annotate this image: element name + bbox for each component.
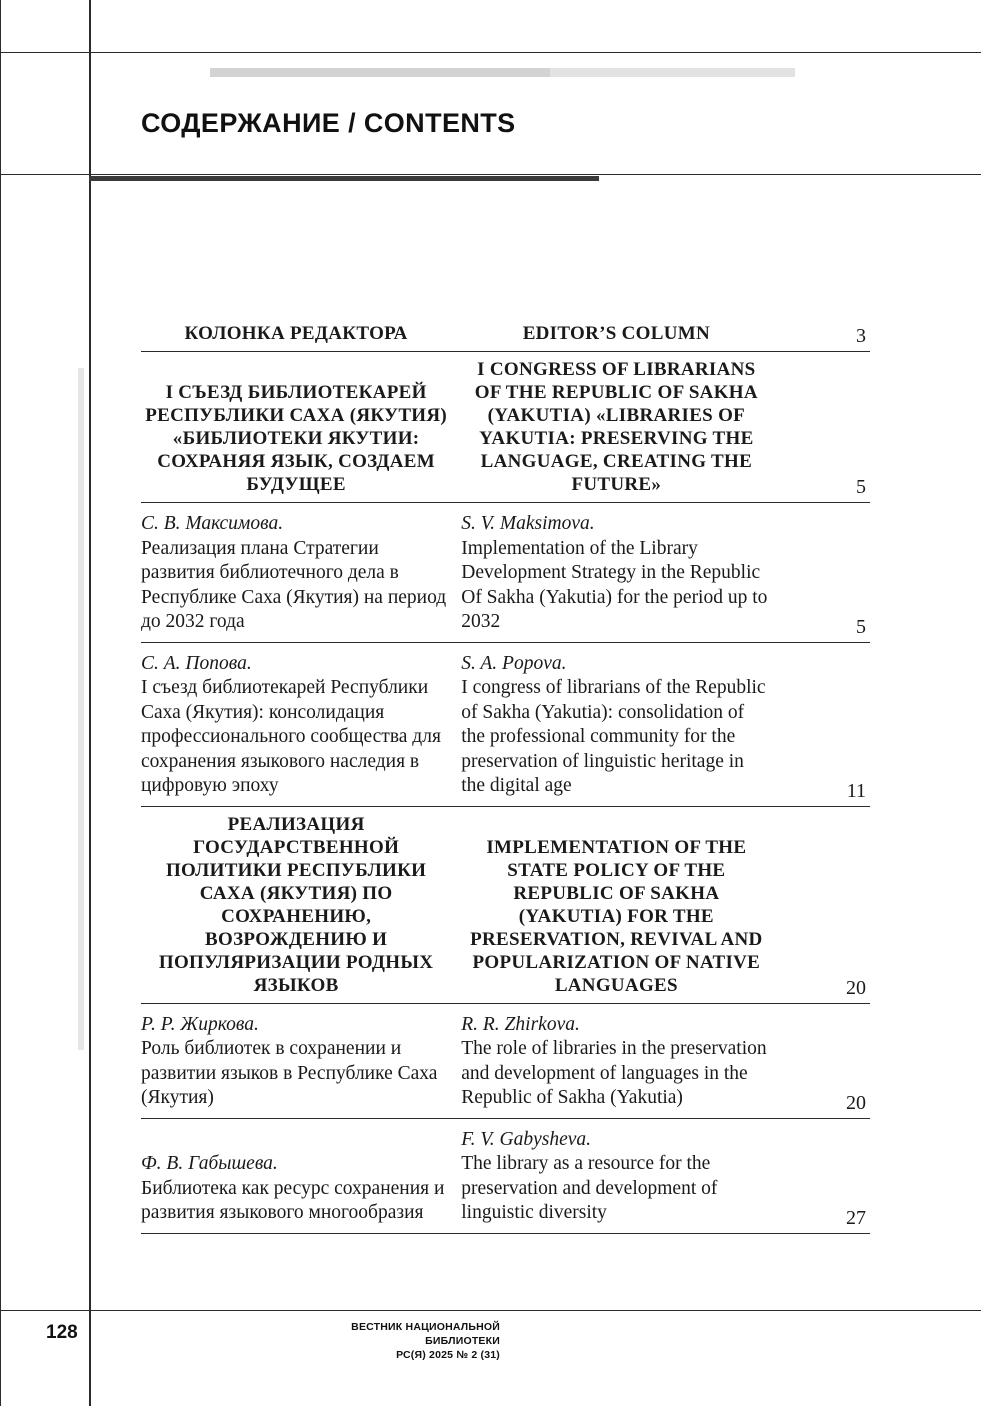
toc-entry-author-en: R. R. Zhirkova. [461, 1013, 580, 1035]
toc-entry-author-ru: С. А. Попова. [141, 652, 252, 674]
toc-entry-title-en: I congress of librarians of the Republic of Sakha (Yakutia): consolidation of the professional community for the preservation of linguistic heritage in the digital age [461, 677, 766, 796]
toc-entry-title-ru: Роль библиотек в сохранении и развитии языков в Республике Саха (Якутия) [141, 1038, 438, 1108]
toc-entry-author-ru: Ф. В. Габышева. [141, 1153, 278, 1174]
toc-entry-en [461, 1004, 781, 1116]
toc-section-row[interactable] [141, 807, 870, 1004]
toc-page-number: 3 [855, 325, 866, 347]
toc-entry-ru [141, 643, 461, 804]
toc-entry-title-ru: Реализация плана Стратегии развития библиотечного дела в Республике Саха (Якутия) на период до 2032 года [141, 537, 447, 632]
toc-entry-author-en: F. V. Gabysheva. [461, 1128, 592, 1150]
journal-imprint [141, 1320, 500, 1362]
page-title: СОДЕРЖАНИЕ / CONTENTS [141, 108, 516, 138]
side-marker [78, 368, 84, 1050]
toc-section-row[interactable] [141, 352, 870, 503]
frame-line-inner [89, 0, 91, 1406]
page-folio: 128 [46, 1322, 78, 1343]
toc-page-number: 20 [845, 1091, 866, 1114]
toc-page-number: 5 [855, 615, 866, 638]
toc-page-number: 20 [845, 976, 866, 999]
toc-entry-row[interactable] [141, 1004, 870, 1119]
toc-entry-author-ru: Р. Р. Жиркова. [141, 1013, 259, 1035]
title-underline-thick [89, 176, 599, 181]
toc-entry-title-en: The library as a resource for the preservation and development of linguistic diversity [461, 1153, 718, 1223]
toc-entry-en [461, 643, 781, 804]
toc-entry-row[interactable] [141, 1119, 870, 1234]
toc-entry-en [461, 503, 781, 640]
toc-entry-ru [141, 1004, 461, 1116]
toc-section-title-ru: КОЛОНКА РЕДАКТОРА [184, 323, 408, 344]
toc-entry-title-ru: I съезд библиотекарей Республики Саха (Якутия): консолидация профессионального сообщества для сохранения языкового наследия в цифровую эпоху [141, 677, 441, 796]
imprint-line-3: РС(Я) 2025 № 2 (31) [396, 1349, 500, 1361]
toc-entry-title-en: Implementation of the Library Development Strategy in the Republic Of Sakha (Yakutia) for the period up to 2032 [461, 537, 768, 632]
header-grey-bar-accent [210, 68, 550, 77]
frame-line-left [0, 0, 1, 1406]
frame-line-top [0, 52, 981, 53]
imprint-line-1: ВЕСТНИК НАЦИОНАЛЬНОЙ [351, 1321, 500, 1333]
toc-section-title-ru: I СЪЕЗД БИБЛИОТЕКАРЕЙ РЕСПУБЛИКИ САХА (ЯКУТИЯ) «БИБЛИОТЕКИ ЯКУТИИ: СОХРАНЯЯ ЯЗЫК, СОЗДАЕМ БУДУЩЕЕ [145, 382, 448, 495]
toc-page-number: 5 [855, 476, 866, 498]
toc-section-row[interactable] [141, 316, 870, 352]
toc-page-number: 11 [846, 779, 866, 802]
toc-entry-author-en: S. A. Popova. [461, 652, 567, 674]
toc-entry-en [461, 1119, 781, 1231]
toc-entry-ru [141, 1143, 461, 1231]
toc-entry-ru [141, 503, 461, 640]
toc-entry-row[interactable] [141, 643, 870, 807]
toc-entry-author-ru: С. В. Максимова. [141, 513, 284, 534]
frame-line-bottom [0, 1310, 981, 1311]
toc-page-number: 27 [845, 1206, 866, 1229]
toc-entry-title-en: The role of libraries in the preservation and development of languages in the Republic of Sakha (Yakutia) [461, 1038, 767, 1108]
toc-section-title-en: I CONGRESS OF LIBRARIANS OF THE REPUBLIC OF SAKHA (YAKUTIA) «LIBRARIES OF YAKUTIA: PRESERVING THE LANGUAGE, CREATING THE FUTURE» [474, 359, 758, 495]
toc-entry-row[interactable] [141, 503, 870, 643]
table-of-contents [141, 316, 870, 1234]
imprint-line-2: БИБЛИОТЕКИ [425, 1335, 500, 1347]
toc-entry-title-ru: Библиотека как ресурс сохранения и развития языкового многообразия [141, 1177, 445, 1223]
toc-section-title-en: EDITOR’S COLUMN [522, 323, 710, 344]
toc-entry-author-en: S. V. Maksimova. [461, 513, 595, 534]
title-underline [0, 174, 981, 175]
toc-section-title-ru: РЕАЛИЗАЦИЯ ГОСУДАРСТВЕННОЙ ПОЛИТИКИ РЕСПУБЛИКИ САХА (ЯКУТИЯ) ПО СОХРАНЕНИЮ, ВОЗРОЖДЕНИЮ И ПОПУЛЯРИЗАЦИИ РОДНЫХ ЯЗЫКОВ [158, 813, 434, 996]
toc-section-title-en: IMPLEMENTATION OF THE STATE POLICY OF THE REPUBLIC OF SAKHA (YAKUTIA) FOR THE PRESERVATION, REVIVAL AND POPULARIZATION OF NATIVE LANGUAGES [470, 836, 763, 996]
